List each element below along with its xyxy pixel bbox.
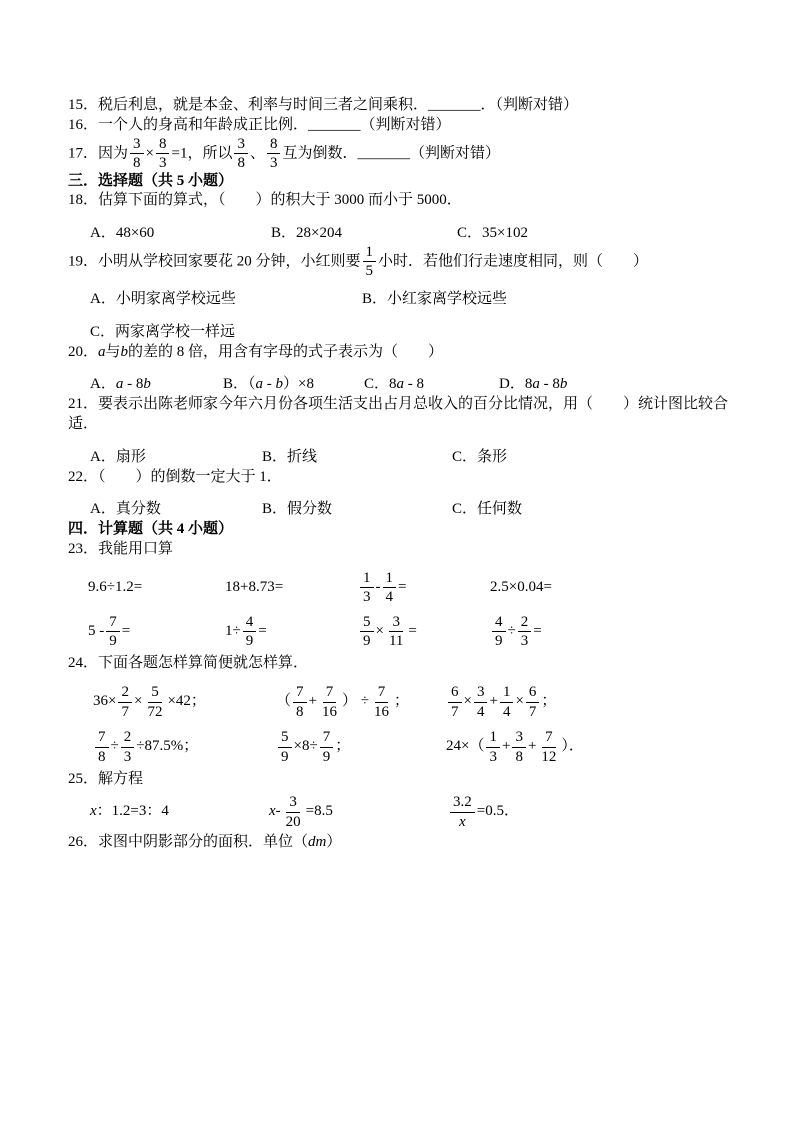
question-19-options-row2 xyxy=(90,323,741,343)
fraction: $\frac{5}{9}$ xyxy=(278,729,292,765)
fraction: $\frac{7}{12}$ xyxy=(541,729,557,765)
option-c: C．条形 xyxy=(452,448,508,465)
expression: $\frac{7}{8}$ ÷ $\frac{2}{3}$ ÷87.5%； xyxy=(93,725,276,770)
equation: x - $\frac{3}{20}$ =8.5 xyxy=(269,794,333,830)
question-23-expressions xyxy=(88,566,741,654)
question-24-label: 24．下面各题怎样算简便就怎样算． xyxy=(68,654,309,671)
fraction: $\frac{7}{9}$ xyxy=(106,614,120,650)
fraction: $\frac{3}{8}$ xyxy=(512,729,526,765)
question-21-stem: 21．要表示出陈老师家今年六月份各项生活支出占月总收入的百分比情况，用（ ）统计图比较合适． xyxy=(68,396,729,432)
expression: 9.6÷1.2= xyxy=(88,578,143,595)
fraction: $\frac{1}{3}$ xyxy=(486,729,500,765)
fraction: $\frac{7}{16}$ xyxy=(373,684,389,720)
expression: $\frac{5}{9}$ ×8÷ $\frac{7}{9}$ ； xyxy=(276,725,446,770)
option-b: B．28×204 xyxy=(271,225,342,242)
expression: $\frac{1}{3}$ - $\frac{1}{4}$ = xyxy=(358,566,490,610)
expression: 18+8.73= xyxy=(225,578,284,595)
option-a: A．48×60 xyxy=(90,225,155,242)
question-25-equations xyxy=(90,791,741,833)
fraction: $\frac{7}{8}$ xyxy=(95,729,109,765)
option-b: B．小红家离学校远些 xyxy=(362,290,508,307)
question-21-options xyxy=(90,448,741,468)
fraction: $\frac{3}{8}$ xyxy=(130,136,144,172)
option-c: C．8a - 8 xyxy=(364,376,425,393)
question-22-options xyxy=(90,500,741,520)
fraction: $\frac{1}{4}$ xyxy=(383,570,397,606)
expression: 5 - $\frac{7}{9}$ = xyxy=(88,613,131,650)
option-d: D．8a - 8b xyxy=(499,376,568,393)
fraction: $\frac{1}{4}$ xyxy=(500,684,514,720)
fraction: $\frac{7}{16}$ xyxy=(321,684,337,720)
expression: （ $\frac{7}{8}$ + $\frac{7}{16}$ ） ÷ $\frac{7}{16}$ ； xyxy=(276,684,409,720)
fraction: $\frac{8}{3}$ xyxy=(156,136,170,172)
fraction: $\frac{8}{3}$ xyxy=(267,136,281,172)
option-a: A．a - 8b xyxy=(90,376,151,393)
question-15: 15．税后利息，就是本金、利率与时间三者之间乘积．_______．（判断对错） xyxy=(68,97,579,113)
question-26: 26．求图中阴影部分的面积．单位（dm） xyxy=(68,834,342,851)
equation: $\frac{3.2}{x}$ =0.5． xyxy=(448,791,741,833)
fraction: $\frac{7}{8}$ xyxy=(293,684,307,720)
option-c: C．两家离学校一样远 xyxy=(90,323,236,340)
expression: 24×（ $\frac{1}{3}$ + $\frac{3}{8}$ + $\frac{7}{12}$ ）． xyxy=(446,729,584,765)
section-4-heading: 四．计算题（共 4 小题） xyxy=(68,521,234,538)
option-b: B．折线 xyxy=(262,448,318,465)
question-19-stem: 19．小明从学校回家要花 20 分钟，小红则要 $\frac{1}{5}$ 小时．若他们行走速度相同，则（ ） xyxy=(68,243,649,280)
fraction: $\frac{3}{8}$ xyxy=(234,136,248,172)
expression: 2.5×0.04= xyxy=(490,578,552,595)
question-20-stem: 20．a与b的差的 8 倍，用含有字母的式子表示为（ ） xyxy=(68,343,444,360)
option-b: B．（a - b）×8 xyxy=(223,376,314,393)
question-25-label: 25．解方程 xyxy=(68,770,144,787)
fraction: $\frac{1}{3}$ xyxy=(360,570,374,606)
option-c: C．35×102 xyxy=(457,225,528,242)
question-17: 17．因为 $\frac{3}{8}$ × $\frac{8}{3}$ =1，所以 $\frac{3}{8}$ 、 $\frac{8}{3}$ 互为倒数．_______（判断对错） xyxy=(68,135,500,172)
option-c: C．任何数 xyxy=(452,501,523,518)
question-24-expressions xyxy=(93,680,741,770)
fraction: $\frac{3}{4}$ xyxy=(474,684,488,720)
option-a: A．小明家离学校远些 xyxy=(90,290,236,307)
question-16: 16．一个人的身高和年龄成正比例．_______（判断对错） xyxy=(68,116,451,133)
equation: x ：1.2=3：4 xyxy=(90,803,169,820)
expression: $\frac{6}{7}$ × $\frac{3}{4}$ + $\frac{1}{4}$ × $\frac{6}{7}$ ； xyxy=(446,680,741,725)
expression: $\frac{4}{9}$ ÷ $\frac{2}{3}$ = xyxy=(490,610,741,654)
fraction: $\frac{5}{9}$ xyxy=(360,614,374,650)
fraction: $\frac{2}{3}$ xyxy=(518,614,532,650)
fraction: $\frac{5}{72}$ xyxy=(147,684,163,720)
fraction: $\frac{3.2}{x}$ xyxy=(450,794,475,830)
fraction: $\frac{4}{9}$ xyxy=(243,614,257,650)
section-3-heading: 三．选择题（共 5 小题） xyxy=(68,172,234,189)
fraction: $\frac{2}{3}$ xyxy=(121,729,135,765)
fraction: $\frac{3}{20}$ xyxy=(285,794,301,830)
fraction: $\frac{2}{7}$ xyxy=(118,684,132,720)
expression: $\frac{5}{9}$ × $\frac{3}{11}$ = xyxy=(358,610,490,654)
fraction: $\frac{7}{9}$ xyxy=(320,729,334,765)
question-18-options xyxy=(90,224,741,244)
option-a: A．扇形 xyxy=(90,448,146,465)
question-19-options-row1 xyxy=(90,290,741,310)
option-b: B．假分数 xyxy=(262,501,333,518)
option-a: A．真分数 xyxy=(90,501,161,518)
question-22-stem: 22．（ ）的倒数一定大于 1． xyxy=(68,468,282,485)
fraction: $\frac{6}{7}$ xyxy=(526,684,540,720)
question-20-options xyxy=(90,375,741,395)
fraction: $\frac{6}{7}$ xyxy=(448,684,462,720)
expression: 1÷ $\frac{4}{9}$ = xyxy=(225,613,267,650)
expression: 36× $\frac{2}{7}$ × $\frac{5}{72}$ ×42； xyxy=(93,684,206,720)
fraction: $\frac{3}{11}$ xyxy=(388,613,404,650)
fraction: $\frac{1}{5}$ xyxy=(363,244,377,280)
fraction: $\frac{4}{9}$ xyxy=(492,614,506,650)
question-18-stem: 18．估算下面的算式，（ ）的积大于 3000 而小于 5000． xyxy=(68,192,462,209)
question-23-label: 23．我能用口算 xyxy=(68,540,174,557)
